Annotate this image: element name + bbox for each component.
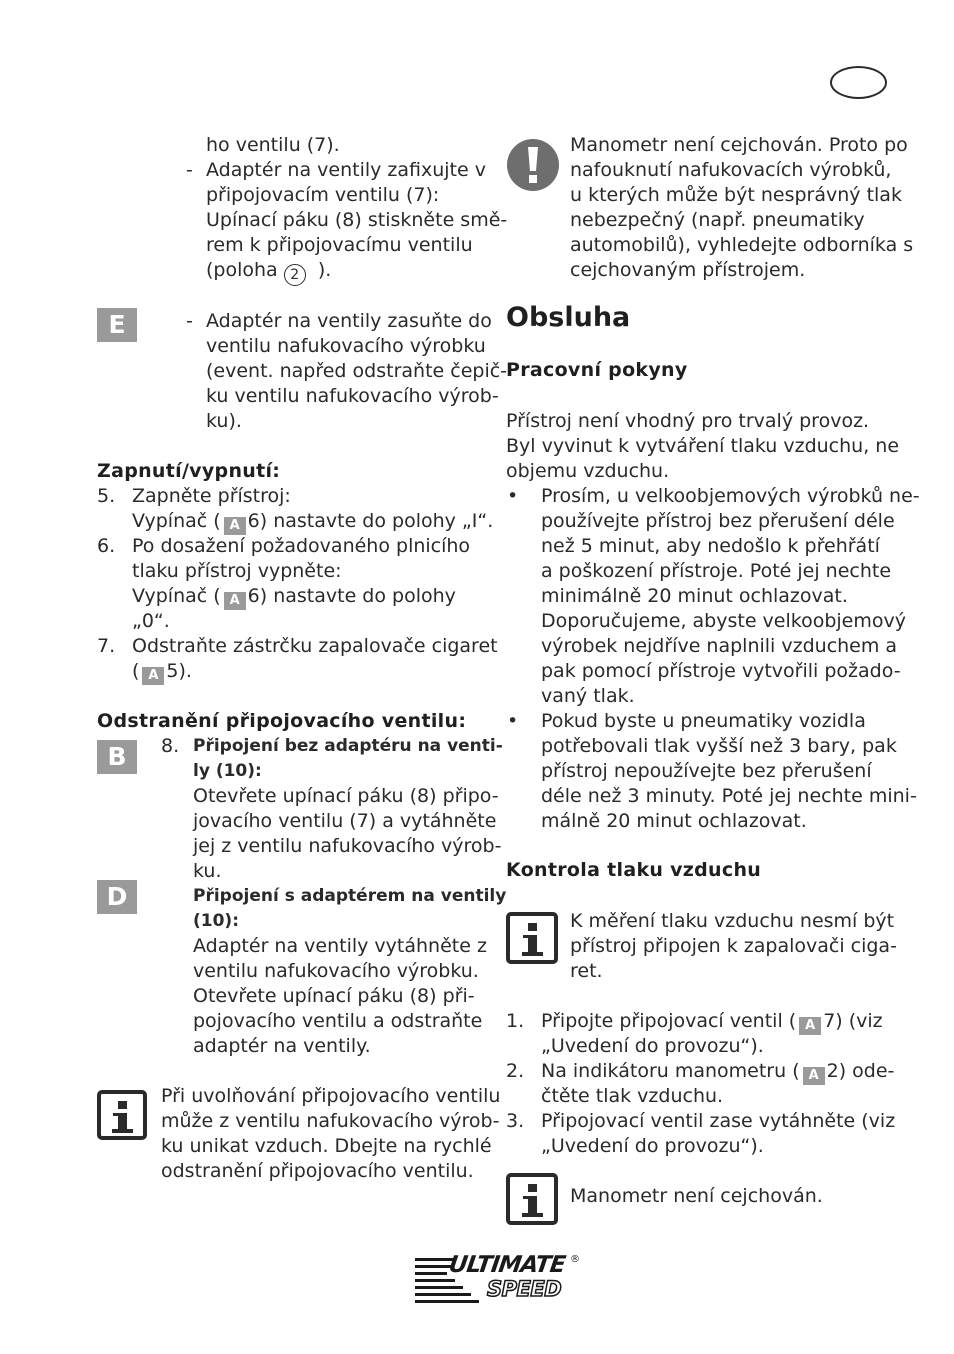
text-line: Na indikátoru manometru ( A 2) ode- bbox=[541, 1060, 895, 1083]
text-line: málně 20 minut ochlazovat. bbox=[541, 810, 807, 832]
info-icon bbox=[97, 1090, 147, 1140]
text-line: nebezpečný (např. pneumatiky bbox=[570, 209, 865, 231]
text-line: výrobek nejdříve naplnili vzduchem a bbox=[541, 635, 898, 657]
text-line: „Uvedení do provozu“). bbox=[541, 1135, 764, 1157]
text-line: ret. bbox=[570, 960, 603, 982]
text-line: Doporučujeme, abyste velkoobjemový bbox=[541, 610, 906, 632]
text-line: Po dosažení požadovaného plnicího bbox=[132, 535, 471, 557]
text-line: minimálně 20 minut ochlazovat. bbox=[541, 585, 848, 607]
text-line: vaný tlak. bbox=[541, 685, 635, 707]
text-line: K měření tlaku vzduchu nesmí být bbox=[570, 910, 895, 932]
bullet-marker: • bbox=[507, 485, 519, 507]
page-marker-oval bbox=[830, 66, 887, 99]
text-line: odstranění připojovacího ventilu. bbox=[161, 1160, 474, 1182]
figure-a-badge: A bbox=[224, 592, 246, 610]
figure-a-badge: A bbox=[142, 667, 164, 685]
text-line: adaptér na ventily. bbox=[193, 1035, 371, 1057]
list-number: 2. bbox=[506, 1060, 525, 1082]
figure-a-badge: A bbox=[224, 517, 246, 535]
text-line: Adaptér na ventily zasuňte do bbox=[206, 310, 492, 332]
info-icon bbox=[506, 1173, 558, 1225]
switch-heading: Zapnutí/vypnutí: bbox=[97, 460, 281, 482]
bullet-marker: • bbox=[507, 710, 519, 732]
text-line: ku). bbox=[206, 410, 242, 432]
section-badge-e: E bbox=[97, 308, 137, 342]
text-line: Zapněte přístroj: bbox=[132, 485, 291, 507]
text-line: „Uvedení do provozu“). bbox=[541, 1035, 764, 1057]
figure-a-badge: A bbox=[803, 1067, 825, 1085]
text-line: přístroj připojen k zapalovači ciga- bbox=[570, 935, 897, 957]
text-line: Při uvolňování připojovacího ventilu bbox=[161, 1085, 501, 1107]
text-line: jej z ventilu nafukovacího výrob- bbox=[193, 835, 502, 857]
dash-marker: - bbox=[186, 310, 193, 332]
brand-logo bbox=[415, 1254, 581, 1306]
text-line: než 5 minut, aby nedošlo k přehřátí bbox=[541, 535, 880, 557]
text-line: automobilů), vyhledejte odborníka s bbox=[570, 234, 914, 256]
registered-mark: ® bbox=[570, 1254, 580, 1265]
section-title: Obsluha bbox=[506, 302, 631, 333]
subheading-line: ly (10): bbox=[193, 761, 262, 781]
text-line: Upínací páku (8) stiskněte smě- bbox=[206, 209, 508, 231]
text-line: (poloha 2 ). bbox=[206, 258, 331, 286]
text-line: rem k připojovacímu ventilu bbox=[206, 234, 473, 256]
text-line: Adaptér na ventily vytáhněte z bbox=[193, 935, 487, 957]
text-line: objemu vzduchu. bbox=[506, 460, 670, 482]
work-heading: Pracovní pokyny bbox=[506, 359, 688, 381]
text-line: Byl vyvinut k vytváření tlaku vzduchu, ne bbox=[506, 435, 900, 457]
text-line: Připojovací ventil zase vytáhněte (viz bbox=[541, 1110, 896, 1132]
text-line: a poškození přístroje. Poté jej nechte bbox=[541, 560, 892, 582]
text-line: Pokud byste u pneumatiky vozidla bbox=[541, 710, 866, 732]
text-line: jovacího ventilu (7) a vytáhněte bbox=[193, 810, 497, 832]
remove-heading: Odstranění připojovacího ventilu: bbox=[97, 710, 467, 732]
section-badge-b: B bbox=[97, 740, 137, 774]
text-line: u kterých může být nesprávný tlak bbox=[570, 184, 902, 206]
text-line: (event. napřed odstraňte čepič- bbox=[206, 360, 508, 382]
text-line: Odstraňte zástrčku zapalovače cigaret bbox=[132, 635, 498, 657]
text-line: ku unikat vzduch. Dbejte na rychlé bbox=[161, 1135, 492, 1157]
logo-text-speed: SPEED bbox=[487, 1277, 562, 1301]
text-line: déle než 3 minuty. Poté jej nechte mini- bbox=[541, 785, 917, 807]
text-line: nafouknutí nafukovacích výrobků, bbox=[570, 159, 892, 181]
text-line: potřebovali tlak vyšší než 3 bary, pak bbox=[541, 735, 897, 757]
subheading-line: (10): bbox=[193, 911, 239, 931]
text-line: připojovacím ventilu (7): bbox=[206, 184, 440, 206]
text-line: pojovacího ventilu a odstraňte bbox=[193, 1010, 483, 1032]
position-number-circle: 2 bbox=[284, 264, 306, 286]
continuation-text: ho ventilu (7). bbox=[206, 134, 340, 156]
text-line: Přístroj není vhodný pro trvalý provoz. bbox=[506, 410, 870, 432]
subheading-line: Připojení s adaptérem na ventily bbox=[193, 886, 507, 906]
text-line: Připojte připojovací ventil ( A 7) (viz bbox=[541, 1010, 883, 1033]
list-number: 5. bbox=[97, 485, 116, 507]
text-line: Prosím, u velkoobjemových výrobků ne- bbox=[541, 485, 920, 507]
text-line: „0“. bbox=[132, 610, 170, 632]
text-line: ( A 5). bbox=[132, 660, 192, 683]
text-line: tlaku přístroj vypněte: bbox=[132, 560, 342, 582]
dash-marker: - bbox=[186, 159, 193, 181]
text-line: může z ventilu nafukovacího výrob- bbox=[161, 1110, 500, 1132]
figure-a-badge: A bbox=[799, 1017, 821, 1035]
text-line: Otevřete upínací páku (8) připo- bbox=[193, 785, 499, 807]
text-line: Otevřete upínací páku (8) při- bbox=[193, 985, 475, 1007]
text-line: cejchovaným přístrojem. bbox=[570, 259, 806, 281]
list-number: 6. bbox=[97, 535, 116, 557]
text-line: Manometr není cejchován. bbox=[570, 1185, 823, 1207]
text-line: Adaptér na ventily zafixujte v bbox=[206, 159, 486, 181]
pressure-heading: Kontrola tlaku vzduchu bbox=[506, 859, 762, 881]
text-line: ventilu nafukovacího výrobku bbox=[206, 335, 486, 357]
text-line: Vypínač ( A 6) nastavte do polohy „I“. bbox=[132, 510, 494, 533]
text-line: přístroj nepoužívejte bez přerušení bbox=[541, 760, 872, 782]
text-line: čtěte tlak vzduchu. bbox=[541, 1085, 724, 1107]
text-line: ku ventilu nafukovacího výrob- bbox=[206, 385, 499, 407]
text-line: ventilu nafukovacího výrobku. bbox=[193, 960, 479, 982]
text-line: pak pomocí přístroje vytvořili požado- bbox=[541, 660, 901, 682]
list-number: 3. bbox=[506, 1110, 525, 1132]
info-icon bbox=[506, 912, 558, 964]
list-number: 8. bbox=[161, 735, 180, 757]
subheading-line: Připojení bez adaptéru na venti- bbox=[193, 736, 503, 756]
text-line: ku. bbox=[193, 860, 222, 882]
list-number: 7. bbox=[97, 635, 116, 657]
logo-text-ultimate: ULTIMATE bbox=[447, 1252, 567, 1278]
text-line: Vypínač ( A 6) nastavte do polohy bbox=[132, 585, 456, 608]
text-line: používejte přístroj bez přerušení déle bbox=[541, 510, 895, 532]
exclamation-icon bbox=[506, 138, 560, 192]
list-number: 1. bbox=[506, 1010, 525, 1032]
section-badge-d: D bbox=[97, 880, 137, 914]
text-line: Manometr není cejchován. Proto po bbox=[570, 134, 908, 156]
